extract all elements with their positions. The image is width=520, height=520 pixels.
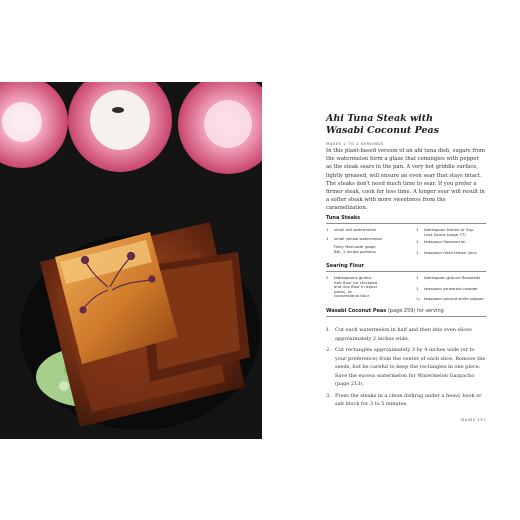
section-heading: Tuna Steaks xyxy=(326,215,486,224)
method-step xyxy=(326,346,486,389)
step-text: Press the steaks in a clean dishrag under a heavy book or salt block for 3 to 5 minutes. xyxy=(335,392,482,407)
ingredient-item: 1 small yellow watermelon xyxy=(326,235,383,241)
section-heading-suffix: (page 259) for serving xyxy=(386,308,444,314)
method-step xyxy=(326,326,486,343)
step-number: 3. xyxy=(326,392,331,399)
recipe-intro: In this plant-based version of an ahi tuna dish, sugars from the watermelon form a glaze that comingles with pepper as the steak sears in the pan. A very hot griddle surface, lightly greased, will ensure an even sear that stays intact. The steaks don't need much time to sear. If you prefer a firmer steak, cook for less time. A longer sour will result in a softer steak with more sweetness from the caramelization. xyxy=(326,148,485,212)
step-number: 2. xyxy=(326,347,331,353)
step-text: Cut rectangles approximately 3 by 4 inches wide (or to your preference) from the center of each slice. Remove the seeds, but be careful to keep the rectangles in one piece. Save the excess watermelon for Watermelon Gazpacho (page 213). xyxy=(335,347,486,387)
page-folio: MAINS 197 xyxy=(461,418,486,422)
ingredient-list-left xyxy=(326,276,378,299)
recipe-title-line-1: Ahi Tuna Steak with xyxy=(326,113,434,124)
section-wasabi-peas xyxy=(326,308,486,317)
servings-label: MAKES 2 TO 4 SERVINGS xyxy=(326,141,384,146)
method-step xyxy=(326,392,486,409)
section-searing-flour xyxy=(326,263,486,272)
step-text: Cut each watermelon in half and then into even slices approximately 2 inches wide. xyxy=(335,327,472,342)
ingredient-item: 2 tablespoons gluten-free flour (or chickpea and rice flour in equal parts), or conventional flour xyxy=(326,275,378,298)
section-heading-title: Wasabi Coconut Peas xyxy=(326,308,387,314)
ingredient-item: Fishy Marinade (page 86), 2 recipe portions xyxy=(334,244,376,254)
ingredient-item: 1 small red watermelon xyxy=(326,227,377,232)
section-heading: Searing Flour xyxy=(326,263,486,272)
recipe-title xyxy=(326,113,486,137)
ingredient-item: 1 teaspoon fresh lemon juice xyxy=(416,249,477,255)
ingredient-item: 1 teaspoon arrowroot powder xyxy=(416,285,478,291)
ingredient-list-left xyxy=(326,228,394,254)
section-heading xyxy=(326,308,486,317)
ahi-tuna-photo-illustration xyxy=(0,82,262,439)
ingredient-item: 1 tablespoon tamari or Soy-Less Sauce (page 77) xyxy=(416,227,475,237)
ingredient-item: ¼ teaspoon ground white pepper xyxy=(416,296,484,301)
dish-photo xyxy=(0,82,262,439)
recipe-title-line-2: Wasabi Coconut Peas xyxy=(326,125,440,136)
step-number: 1. xyxy=(326,327,331,333)
radish-slices xyxy=(0,82,262,174)
ingredient-item: 1 tablespoon ground flaxseeds xyxy=(416,275,481,280)
ingredient-list-right xyxy=(416,276,484,302)
method-steps xyxy=(326,326,486,412)
ingredient-item: 1 teaspoon flaxseed oil xyxy=(416,239,466,244)
recipe-page xyxy=(326,0,486,520)
section-tuna-steaks xyxy=(326,215,486,224)
ingredient-list-right xyxy=(416,228,484,255)
